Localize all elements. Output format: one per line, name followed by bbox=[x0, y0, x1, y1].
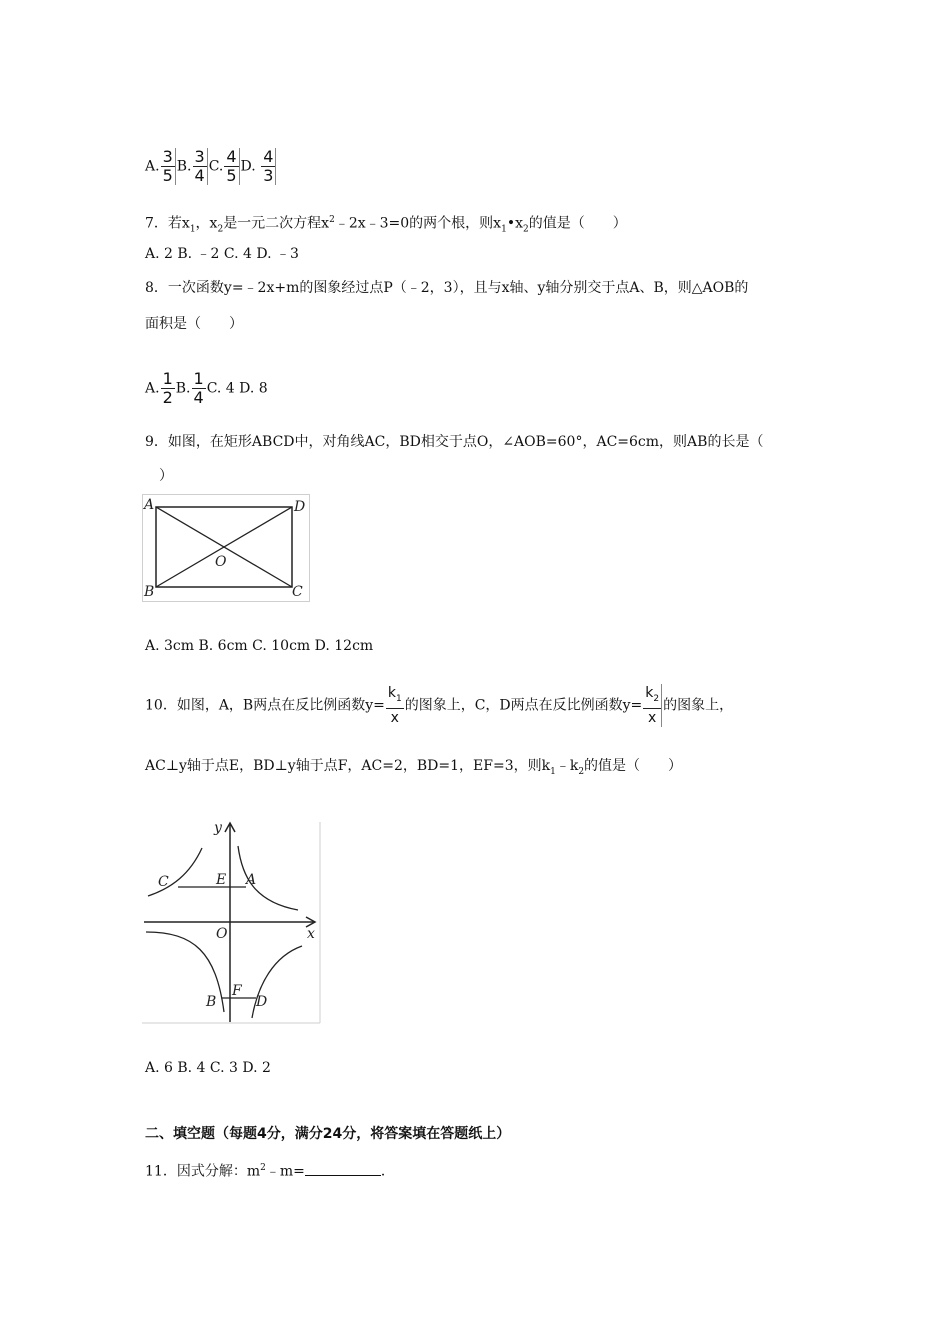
q9-stem-line2: ） bbox=[145, 468, 173, 484]
q6-option-b-fraction: $\frac{3}{4}$ bbox=[193, 148, 208, 185]
q8-option-a-fraction: $\frac{1}{2}$ bbox=[162, 369, 173, 407]
label-e: E bbox=[216, 872, 227, 888]
q11-answer-blank[interactable] bbox=[305, 1161, 381, 1176]
q7-options: A. 2 B. ﹣2 C. 4 D. ﹣3 bbox=[145, 246, 299, 262]
q6-option-c-fraction: $\frac{4}{5}$ bbox=[224, 148, 239, 185]
label-b: B bbox=[206, 994, 217, 1010]
q10-stem-line1: 10．如图，A，B两点在反比例函数y= $\frac{k_1}{x}$ 的图象上，C，D两点在反比例函数y= $\frac{k_2}{x}$ 的图象上， bbox=[145, 685, 734, 726]
q9-stem-line1: 9．如图，在矩形ABCD中，对角线AC，BD相交于点O，∠AOB=60°，AC=6cm，则AB的长是（ bbox=[145, 434, 764, 450]
label-c: C bbox=[158, 874, 169, 890]
q9-options: A. 3cm B. 6cm C. 10cm D. 12cm bbox=[145, 638, 374, 654]
q10-options: A. 6 B. 4 C. 3 D. 2 bbox=[145, 1060, 271, 1076]
q7-stem: 7．若$x_1$，$x_2$是一元二次方程$x^2﹣2x﹣3=0$的两个根，则$x_1•x_2$的值是（ ） bbox=[145, 215, 627, 235]
label-c: C bbox=[292, 584, 303, 600]
rectangle-abcd-figure bbox=[142, 494, 310, 602]
q8-stem-line1: 8．一次函数y=﹣2x+m的图象经过点P（﹣2，3），且与x轴、y轴分别交于点A、B，则△AOB的 bbox=[145, 280, 749, 296]
q10-fraction-k2-over-x: $\frac{k_2}{x}$ bbox=[643, 684, 662, 727]
q6-option-b-label: B. bbox=[176, 158, 192, 175]
label-x: x bbox=[307, 926, 315, 942]
curve-k2-quadrant-2 bbox=[148, 848, 202, 896]
q8-option-b-fraction: $\frac{1}{4}$ bbox=[193, 369, 204, 407]
label-a: A bbox=[144, 497, 155, 513]
q6-options bbox=[145, 148, 277, 185]
label-o: O bbox=[216, 926, 228, 942]
label-d: D bbox=[256, 994, 268, 1010]
q6-option-a-fraction: $\frac{3}{5}$ bbox=[161, 148, 176, 185]
section-2-title: 二、填空题（每题4分，满分24分，将答案填在答题纸上） bbox=[145, 1126, 511, 1142]
label-b: B bbox=[144, 584, 155, 600]
label-f: F bbox=[232, 983, 242, 999]
label-a: A bbox=[246, 872, 257, 888]
q6-option-d-label: D. bbox=[240, 158, 261, 175]
label-y: y bbox=[214, 820, 222, 836]
q6-option-c-label: C. bbox=[208, 158, 224, 175]
q6-option-d-fraction: $\frac{4}{3}$ bbox=[261, 148, 276, 185]
q6-option-a-label: A. bbox=[145, 158, 160, 175]
q10-fraction-k1-over-x: $\frac{k_1}{x}$ bbox=[387, 685, 402, 726]
inverse-proportion-graph-figure bbox=[142, 818, 322, 1024]
label-o: O bbox=[215, 554, 227, 570]
q11-stem: 11．因式分解：$m^2﹣m=$ ． bbox=[145, 1158, 395, 1182]
q8-stem-line2: 面积是（ ） bbox=[145, 316, 243, 332]
q8-options: A. $\frac{1}{2}$ B. $\frac{1}{4}$ C. 4 D. 8 bbox=[145, 369, 268, 407]
label-d: D bbox=[294, 499, 306, 515]
q10-stem-line2: AC⊥y轴于点E，BD⊥y轴于点F，AC=2，BD=1，EF=3，则$k_1﹣k_2$的值是（ ） bbox=[145, 758, 683, 777]
